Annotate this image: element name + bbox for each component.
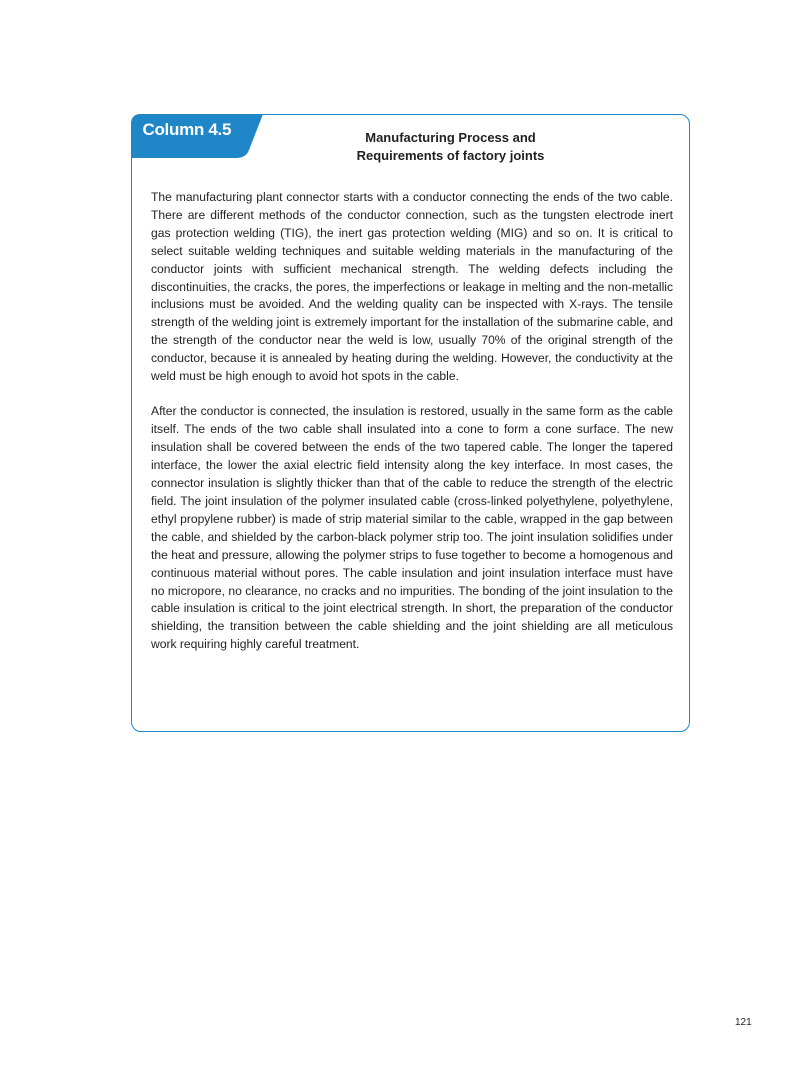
page-number: 121 xyxy=(735,1017,752,1028)
column-tab xyxy=(131,114,263,158)
column-title xyxy=(262,129,639,165)
column-title-line-2: Requirements of factory joints xyxy=(356,148,545,163)
body-paragraph: The manufacturing plant connector starts with a conductor connecting the ends of the two cable. There are different methods of the conductor connection, such as the tungsten electrode inert gas protection welding (TIG), the inert gas protection welding (MIG) and so on. It is critical to select suitable welding techniques and suitable welding materials in the manufacturing of the conductor joints with sufficient mechanical strength. The welding defects including the discontinuities, the cracks, the pores, the imperfections or leakage in melting and the non-metallic inclusions must be avoided. And the welding quality can be inspected with X-rays. The tensile strength of the welding joint is extremely important for the installation of the submarine cable, and the strength of the conductor near the weld is low, usually 70% of the original strength of the conductor, because it is annealed by heating during the welding. However, the conductivity at the weld must be high enough to avoid hot spots in the cable. xyxy=(151,190,673,384)
column-label: Column 4.5 xyxy=(142,119,232,139)
body-paragraph: After the conductor is connected, the insulation is restored, usually in the same form as the cable itself. The ends of the two cable shall insulated into a cone to form a cone surface. The new insulation shall be covered between the ends of the two tapered cable. The longer the tapered interface, the lower the axial electric field intensity along the key interface. In most cases, the connector insulation is slightly thicker than that of the cable to reduce the strength of the electric field. The joint insulation of the polymer insulated cable (cross-linked polyethylene, polyethylene, ethyl propylene rubber) is made of strip material similar to the cable, wrapped in the gap between the cable, and shielded by the carbon-black polymer strip too. The joint insulation solidifies under the heat and pressure, allowing the polymer strips to fuse together to become a homogenous and continuous material without pores. The cable insulation and joint insulation interface must have no micropore, no clearance, no cracks and no impurities. The bonding of the joint insulation to the cable insulation is critical to the joint electrical strength. In short, the preparation of the conductor shielding, the transition between the cable shielding and the joint shielding are all meticulous work requiring highly careful treatment. xyxy=(151,404,673,652)
column-title-line-1: Manufacturing Process and xyxy=(365,130,536,145)
column-box xyxy=(131,114,690,732)
column-body xyxy=(151,189,673,672)
